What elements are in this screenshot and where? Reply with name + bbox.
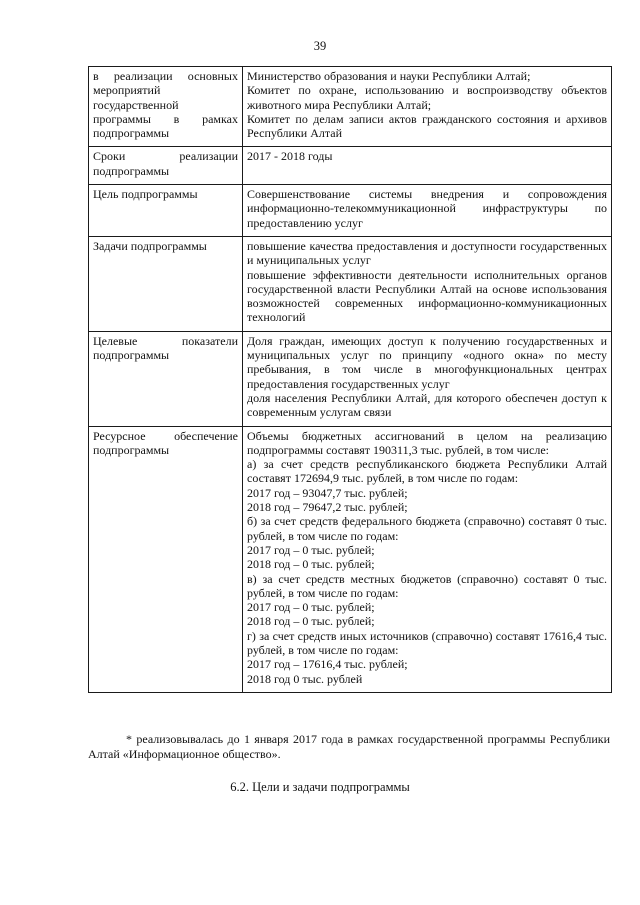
- row-value-cell: [243, 236, 612, 331]
- row-value-paragraph: Доля граждан, имеющих доступ к получению государственных и муниципальных услуг по принципу «одного окна» по месту пребывания, в том числе в многофункциональных центрах предоставления государственных услуг: [247, 333, 607, 391]
- row-value-paragraph: повышение качества предоставления и доступности государственных и муниципальных услуг: [247, 238, 607, 268]
- row-value-cell: [243, 331, 612, 426]
- row-value-paragraph: Министерство образования и науки Республики Алтай;: [247, 69, 531, 83]
- table-row: [89, 426, 612, 692]
- row-value-paragraph: г) за счет средств иных источников (справочно) составят 17616,4 тыс. рублей, в том числе по годам:: [247, 628, 607, 657]
- row-value-cell: [243, 147, 612, 185]
- row-label-line: программы в рамках: [93, 111, 238, 126]
- subprogram-passport-table: [88, 66, 612, 693]
- row-label-cell: [89, 185, 243, 237]
- row-value-paragraph: 2017 год – 0 тыс. рублей;: [247, 542, 375, 557]
- row-value-paragraph: доля населения Республики Алтай, для которого обеспечен доступ к современным услугам связи: [247, 390, 607, 420]
- section-heading: 6.2. Цели и задачи подпрограммы: [230, 780, 410, 794]
- row-label-line: в реализации основных: [93, 69, 238, 83]
- row-label-cell: [89, 236, 243, 331]
- row-label-line: подпрограммы: [93, 442, 170, 457]
- row-value-paragraph: 2017 - 2018 годы: [247, 149, 333, 164]
- row-value-paragraph: б) за счет средств федерального бюджета (справочно) составят 0 тыс. рублей, в том числе по годам:: [247, 514, 607, 543]
- row-label-line: подпрограммы: [93, 348, 170, 363]
- row-value-paragraph: 2018 год – 0 тыс. рублей;: [247, 614, 375, 629]
- row-label-line: Цель подпрограммы: [93, 187, 198, 202]
- row-value-cell: [243, 67, 612, 147]
- row-label-line: подпрограммы: [93, 126, 170, 141]
- row-value-paragraph: повышение эффективности деятельности исполнительных органов государственной власти Республики Алтай на основе использования возможностей современных информационно-коммуникационных технологий: [247, 267, 607, 325]
- row-value-paragraph: 2017 год – 0 тыс. рублей;: [247, 600, 375, 615]
- row-label-line: Задачи подпрограммы: [93, 238, 207, 253]
- row-value-paragraph: Объемы бюджетных ассигнований в целом на реализацию подпрограммы составят 190311,3 тыс. рублей, в том числе:: [247, 428, 607, 457]
- row-label-line: Целевые показатели: [93, 333, 238, 348]
- row-label-cell: [89, 331, 243, 426]
- row-label-line: Ресурсное обеспечение: [93, 428, 238, 443]
- row-label-cell: [89, 67, 243, 147]
- row-value-paragraph: Совершенствование системы внедрения и сопровождения информационно-телекоммуникационной инфраструктуры по предоставлению услуг: [247, 187, 607, 230]
- row-value-paragraph: в) за счет средств местных бюджетов (справочно) составят 0 тыс. рублей, в том числе по годам:: [247, 571, 607, 600]
- table-row: [89, 185, 612, 237]
- row-value-paragraph: 2017 год – 93047,7 тыс. рублей;: [247, 485, 408, 500]
- page-number: 39: [313, 39, 327, 53]
- row-label-line: государственной: [93, 97, 179, 112]
- row-value-paragraph: Комитет по охране, использованию и воспроизводству объектов животного мира Республики Алтай;: [247, 83, 607, 112]
- row-label-line: мероприятий: [93, 83, 161, 98]
- row-value-cell: [243, 185, 612, 237]
- row-value-paragraph: Комитет по делам записи актов гражданского состояния и архивов Республики Алтай: [247, 111, 607, 141]
- footnote: * реализовывалась до 1 января 2017 года в рамках государственной программы Республики Алтай «Информационное общество».: [88, 732, 610, 761]
- row-label-cell: [89, 147, 243, 185]
- table-row: [89, 236, 612, 331]
- table-row: [89, 67, 612, 147]
- row-label-line: Сроки реализации: [93, 149, 238, 164]
- table-row: [89, 331, 612, 426]
- row-value-paragraph: а) за счет средств республиканского бюджета Республики Алтай составят 172694,9 тыс. рублей, в том числе по годам:: [247, 457, 607, 486]
- row-label-cell: [89, 426, 243, 692]
- row-value-cell: [243, 426, 612, 692]
- table-row: [89, 147, 612, 185]
- row-value-paragraph: 2018 год 0 тыс. рублей: [247, 671, 363, 686]
- row-value-paragraph: 2017 год – 17616,4 тыс. рублей;: [247, 657, 408, 672]
- row-value-paragraph: 2018 год – 0 тыс. рублей;: [247, 557, 375, 572]
- row-value-paragraph: 2018 год – 79647,2 тыс. рублей;: [247, 500, 408, 515]
- row-label-line: подпрограммы: [93, 163, 170, 178]
